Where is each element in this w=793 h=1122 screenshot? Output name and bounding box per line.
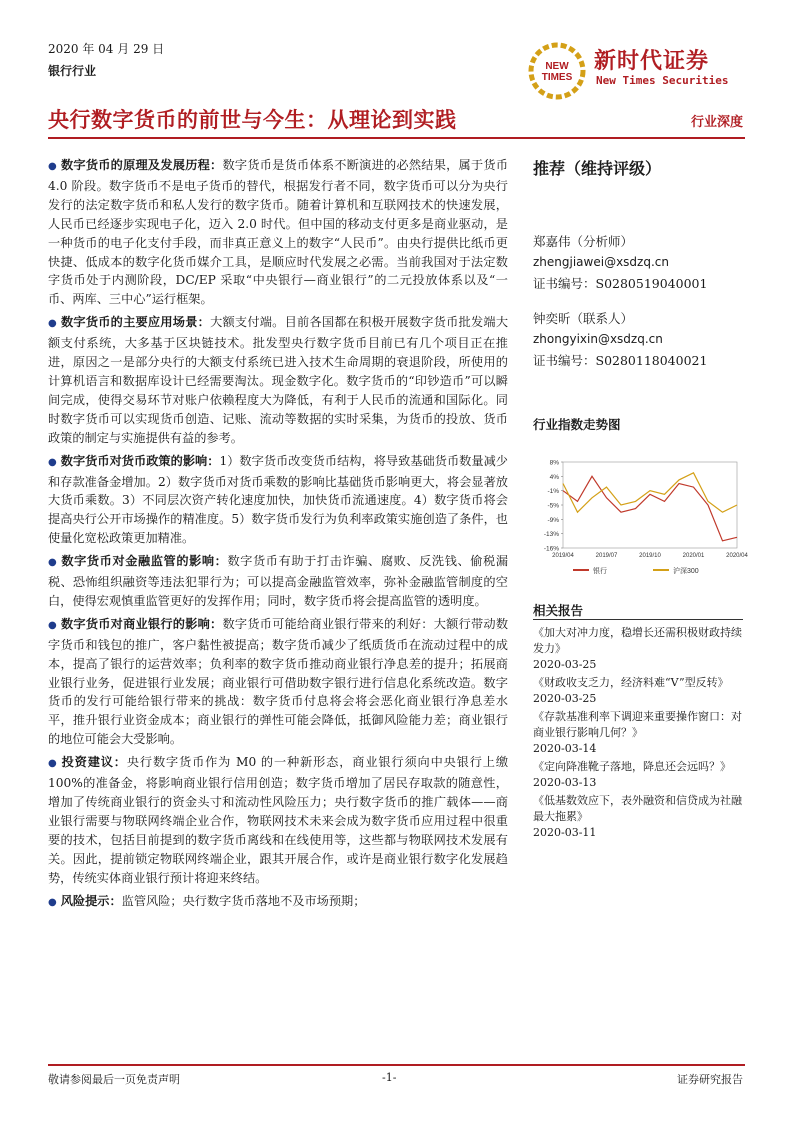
contact-cert: 证书编号：S0280118040021	[533, 353, 708, 368]
footer-disclaimer[interactable]: 敬请参阅最后一页免责声明	[48, 1073, 180, 1086]
body-paragraph	[48, 452, 508, 549]
series-line	[563, 473, 737, 512]
analyst-email[interactable]: zhengjiawei@xsdzq.cn	[533, 255, 669, 269]
related-report-date: 2020-03-11	[533, 826, 597, 839]
bullet-icon: ●	[48, 896, 57, 908]
contact-name: 钟奕昕（联系人）	[533, 311, 634, 326]
legend-label: 沪深300	[673, 568, 699, 575]
related-reports	[533, 603, 745, 843]
footer-label: 证券研究报告	[677, 1073, 743, 1086]
body-paragraph	[48, 753, 508, 887]
x-tick-label: 2020/01	[682, 553, 705, 559]
brand-name-cn: 新时代证券	[594, 48, 710, 74]
footer-divider	[48, 1064, 745, 1066]
contact-email[interactable]: zhongyixin@xsdzq.cn	[533, 332, 663, 346]
related-divider	[533, 619, 743, 620]
related-report-item[interactable]	[533, 709, 745, 757]
paragraph-heading: 数字货币对商业银行的影响：	[60, 616, 223, 631]
related-report-title[interactable]: 《存款基准利率下调迎来重要操作窗口：对商业银行影响几何？》	[533, 710, 742, 739]
body-paragraph	[48, 552, 508, 611]
related-report-date: 2020-03-25	[533, 658, 597, 671]
related-report-item[interactable]	[533, 793, 745, 841]
paragraph-heading: 数字货币对货币政策的影响：	[60, 453, 220, 468]
y-tick-label: -1%	[547, 488, 559, 496]
body-paragraph	[48, 615, 508, 749]
series-line	[563, 476, 737, 541]
sector-label: 银行行业	[48, 64, 97, 78]
paragraph-text: 央行数字货币作为 M0 的一种新形态，商业银行须向中央银行上缴 100%的准备金，将影响商业银行信用创造；数字货币增加了居民存取款的随意性，增加了传统商业银行的资金头寸和流动性风险压力；央行数字货币的推广载体——商业银行需要与物联网终端企业合作，物联网技术未来会成为数字货币应用过程中很重要的技术，包括目前提到的数字货币离线和在线使用等，这些都与物联网技术发展有关。因此，提前锁定物联网终端企业，跟其开展合作，或许是商业银行数字化发展趋势，传统实体商业银行预计将迎来终结。	[48, 755, 509, 885]
paragraph-text: 数字货币可能给商业银行带来的利好：大额行带动数字货币和钱包的推广，客户黏性被提高；数字货币减少了纸质货币在流动过程中的成本，提高了银行的运营效率；负利率的数字货币推动商业银行净息差的提升；拓展商业银行业务，促进银行业发展；商业银行可借助数字银行进行信息化系统改造。数字货币的发行可能给银行带来的挑战：数字货币付息将会将会恶化商业银行净息差水平，推升银行业资金成本；商业银行的弹性可能会降低，抵御风险能力差；商业银行的地位可能会大受影响。	[48, 616, 509, 747]
brand-name-en: New Times Securities	[596, 74, 729, 87]
paragraph-heading: 数字货币对金融监管的影响：	[61, 554, 228, 569]
bullet-icon: ●	[48, 161, 57, 172]
related-report-title[interactable]: 《低基数效应下，表外融资和信贷成为社融最大拖累》	[533, 794, 742, 823]
analyst-block	[533, 231, 745, 294]
rating: 推荐（维持评级）	[533, 159, 662, 178]
y-tick-label: -9%	[547, 516, 559, 524]
body-paragraph	[48, 892, 508, 913]
paragraph-heading: 风险提示：	[60, 893, 122, 908]
body-paragraph	[48, 156, 508, 309]
bullet-icon: ●	[48, 456, 57, 468]
x-tick-label: 2019/04	[552, 553, 574, 559]
bullet-icon: ●	[48, 758, 58, 770]
plot-frame	[563, 462, 737, 548]
related-report-item[interactable]	[533, 759, 745, 791]
legend-label: 银行	[593, 568, 607, 575]
related-report-title[interactable]: 《定向降准靴子落地，降息还会远吗？》	[533, 760, 731, 773]
logo-text-1: NEW	[545, 61, 569, 72]
page-number: -1-	[382, 1071, 397, 1084]
y-tick-label: 4%	[549, 473, 559, 481]
x-tick-label: 2019/10	[639, 553, 661, 559]
paragraph-heading: 数字货币的原理及发展历程：	[60, 158, 223, 172]
sidebar	[533, 156, 745, 433]
body-paragraph	[48, 313, 508, 447]
y-tick-label: -5%	[547, 502, 559, 510]
paragraph-heading: 投资建议：	[61, 755, 127, 770]
x-tick-label: 2019/07	[595, 553, 618, 559]
report-date: 2020 年 04 月 29 日	[48, 42, 165, 56]
report-type: 行业深度	[690, 115, 743, 130]
bullet-icon: ●	[48, 318, 57, 330]
brand-logo	[528, 42, 586, 100]
analyst-name: 郑嘉伟（分析师）	[533, 234, 634, 249]
bullet-icon: ●	[48, 557, 58, 569]
related-report-date: 2020-03-13	[533, 776, 597, 789]
chart-heading: 行业指数走势图	[533, 417, 621, 432]
industry-index-chart	[533, 456, 748, 578]
analyst-cert: 证书编号：S0280519040001	[533, 276, 708, 291]
related-report-item[interactable]	[533, 675, 745, 707]
related-report-item[interactable]	[533, 625, 745, 673]
contact-block	[533, 308, 745, 371]
main-body	[48, 156, 508, 916]
related-report-title[interactable]: 《加大对冲力度，稳增长还需积极财政持续发力》	[533, 626, 742, 655]
y-tick-label: 8%	[549, 459, 559, 467]
header-divider	[48, 137, 745, 139]
logo-text-2: TIMES	[541, 72, 573, 83]
paragraph-text: 数字货币是货币体系不断演进的必然结果，属于货币 4.0 阶段。数字货币不是电子货币的替代，根据发行者不同，数字货币可以分为央行发行的法定数字货币和私人发行的数字货币。随着计算机和互联网技术的快速发展，人民币已经逐步实现电子化，迈入 2.0 时代。但中国的移动支付更多是商业驱动，是一种货币的电子化支付手段，而非真正意义上的数字“人民币”。由央行提供比纸币更快捷、低成本的数字化货币媒介工具，是顺应时代发展之必需。当前我国对于法定数字货币处于内测阶段，DC/EP 采取“中央银行—商业银行”的二元投放体系以及“一币、两库、三中心”运行框架。	[48, 158, 509, 307]
paragraph-text: 监管风险；央行数字货币落地不及市场预期；	[121, 893, 366, 908]
related-report-title[interactable]: 《财政收支乏力，经济料难“V”型反转》	[533, 676, 729, 689]
y-tick-label: -16%	[543, 545, 559, 553]
bullet-icon: ●	[48, 619, 57, 631]
paragraph-text: 大额支付端。目前各国都在积极开展数字货币批发端大额支付系统，大多基于区块链技术。批发型央行数字货币目前已有几个项目正在推进，原因之一是部分央行的大额支付系统已进入技术生命周期的衰退阶段，所使用的计算机语言和数据库设计已经需要淘汰。现金数字化。数字货币的“印钞造币”可以瞬间完成，使得交易环节对账户依赖程度大为降低，有利于人民币的流通和国际化。同时数字货币可以实现货币创造、记账、流动等数据的实时采集，为货币的投放、货币政策的制定与实施提供有益的参考。	[48, 315, 509, 445]
paragraph-text: 数字货币有助于打击诈骗、腐败、反洗钱、偷税漏税、恐怖组织融资等违法犯罪行为；可以提高金融监管效率，弥补金融监管制度的空白，使得宏观慎重监管更好的发挥作用；同时，数字货币将会提高监管的透明度。	[48, 554, 509, 608]
paragraph-text: 1）数字货币改变货币结构，将导致基础货币数量减少和存款准备金增加。2）数字货币对货币乘数的影响比基础货币影响更大，将会显著放大货币乘数。3）不同层次资产转化速度加快，加快货币流通速度。4）数字货币将会提高央行公开市场操作的精准度。5）数字货币发行为负利率政策实施创造了条件，也使量化宽松政策更加精准。	[48, 453, 508, 546]
y-tick-label: -13%	[543, 531, 559, 539]
related-report-date: 2020-03-14	[533, 742, 597, 755]
related-heading: 相关报告	[533, 603, 584, 618]
report-title: 央行数字货币的前世与今生：从理论到实践	[48, 107, 457, 132]
x-tick-label: 2020/04	[726, 553, 748, 559]
related-report-date: 2020-03-25	[533, 692, 597, 705]
paragraph-heading: 数字货币的主要应用场景：	[60, 315, 211, 330]
